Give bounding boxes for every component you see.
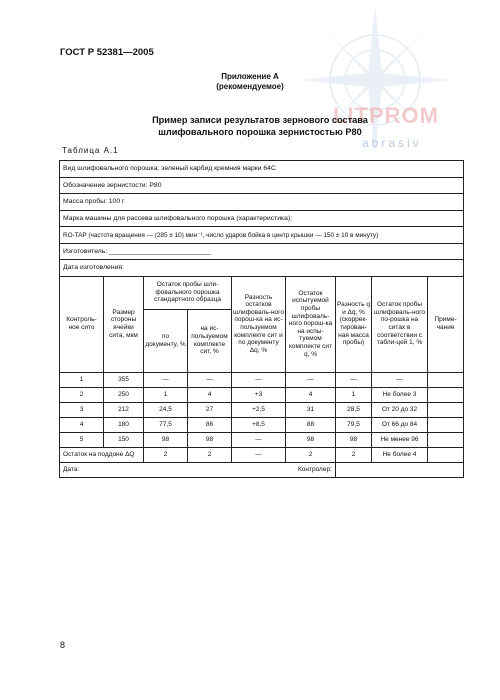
cell-sieve: 3 [60,402,104,417]
document-title [0,114,500,138]
cell-sieve: 1 [60,372,104,387]
cell-diff: +3 [232,387,286,402]
cell-pan-compliance: Не более 4 [372,447,428,462]
signature-row [60,462,464,477]
cell-note [428,387,464,402]
cell-used: — [188,372,232,387]
cell-controller [298,462,464,477]
cell-tested: 98 [286,432,336,447]
table-label: Таблица А.1 [62,146,119,155]
appendix-title: Приложение А [221,72,279,81]
info-row-sample-mass [60,194,464,211]
cell-pan-used: 2 [188,447,232,462]
header-residue-tested: Остаток испытуемой пробы шлифоваль-ного порош-ка на испы-туемом комплекте сит q, % [286,276,336,372]
controller-label: Контролер: [298,466,332,473]
cell-corr: 1 [336,387,372,402]
info-row-grit [60,177,464,194]
cell-tested: 88 [286,417,336,432]
cell-size: 355 [104,372,144,387]
cell-corr: 79,5 [336,417,372,432]
header-mesh-size: Размер стороны ячейки сита, мкм [104,276,144,372]
watermark-logo-text: LITPROM [333,103,439,128]
machine-cell: Марка машины для рассева шлифовального порошка (характеристика): [60,210,464,227]
cell-compliance: От 20 до 32 [372,402,428,417]
header-residue-group: Остаток пробы шли-фовального порошка стандартного образца [144,276,232,309]
date-made-cell: Дата изготовления: [60,260,464,277]
table-row [60,432,464,447]
watermark-logo-subtext: abrasiv [362,136,422,150]
cell-diff: +2,5 [232,402,286,417]
cell-sieve: 4 [60,417,104,432]
cell-used: 4 [188,387,232,402]
cell-size: 180 [104,417,144,432]
grit-cell: Обозначение зернистости: Р80 [60,177,464,194]
header-residue-compliance: Остаток пробы шлифоваль-ного по-рошка на ситах в соответствии с табли-цей 1, % [372,276,428,372]
header-difference-delta: Разность остатков шлифоваль-ного порош-ка на ис-пользуемом комплекте сит и по документу Δq, % [232,276,286,372]
cell-pan-doc: 2 [144,447,188,462]
cell-used: 86 [188,417,232,432]
header-on-used-set: на ис-пользуемом комплекте сит, % [188,309,232,372]
cell-doc: — [144,372,188,387]
cell-note [428,417,464,432]
cell-compliance: Не менее 96 [372,432,428,447]
cell-note [428,372,464,387]
cell-date: Дата: [60,462,336,477]
pan-row [60,447,464,462]
page-number: 8 [60,640,66,650]
table-row [60,372,464,387]
cell-compliance: От 66 до 84 [372,417,428,432]
info-row-rotap [60,227,464,244]
cell-tested: 31 [286,402,336,417]
rotap-cell: RO-TAP (частота вращения — (285 ± 10) мин⁻¹, число ударов бойка в центр крышки — 150 ± 10 в минуту) [60,227,464,244]
document-id: ГОСТ Р 52381—2005 [60,47,154,58]
cell-pan-label: Остаток на поддоне ΔQ [60,447,144,462]
info-row-powder-type [60,161,464,178]
cell-diff: — [232,372,286,387]
title-line-1: Пример записи результатов зернового состава [152,115,368,125]
cell-doc: 98 [144,432,188,447]
cell-compliance: Не более 3 [372,387,428,402]
cell-corr: — [336,372,372,387]
table-row [60,402,464,417]
sample-mass-cell: Масса пробы: 100 г [60,194,464,211]
cell-diff: +8,5 [232,417,286,432]
header-control-sieve: Контроль-ное сито [60,276,104,372]
cell-pan-diff: — [232,447,286,462]
header-by-document: по документу, % [144,309,188,372]
appendix-heading [0,72,500,92]
header-difference-q: Разность q и Δq, % (скоррек-тирован-ная масса пробы) [336,276,372,372]
cell-used: 98 [188,432,232,447]
cell-diff: — [232,432,286,447]
info-row-machine [60,210,464,227]
cell-tested: 4 [286,387,336,402]
cell-sieve: 5 [60,432,104,447]
cell-sieve: 2 [60,387,104,402]
cell-used: 27 [188,402,232,417]
cell-size: 212 [104,402,144,417]
maker-cell: Изготовитель: ___________________________ [60,243,464,260]
cell-size: 150 [104,432,144,447]
cell-doc: 1 [144,387,188,402]
table-row [60,387,464,402]
header-note: Приме-чание [428,276,464,372]
powder-type-cell: Вид шлифовального порошка: зеленый карбид кремния марки 64С [60,161,464,178]
title-line-2: шлифовального порошка зернистостью Р80 [158,127,362,137]
cell-corr: 28,5 [336,402,372,417]
header-row-1 [60,276,464,309]
info-row-maker [60,243,464,260]
cell-pan-note [428,447,464,462]
cell-note [428,402,464,417]
info-row-date-made [60,260,464,277]
cell-size: 250 [104,387,144,402]
table-row [60,417,464,432]
cell-pan-corr: 2 [336,447,372,462]
appendix-subtitle: (рекомендуемое) [216,82,284,91]
cell-doc: 24,5 [144,402,188,417]
cell-tested: — [286,372,336,387]
cell-pan-tested: 2 [286,447,336,462]
cell-note [428,432,464,447]
cell-compliance: — [372,372,428,387]
grain-composition-table [59,160,464,478]
cell-doc: 77,5 [144,417,188,432]
cell-corr: 98 [336,432,372,447]
